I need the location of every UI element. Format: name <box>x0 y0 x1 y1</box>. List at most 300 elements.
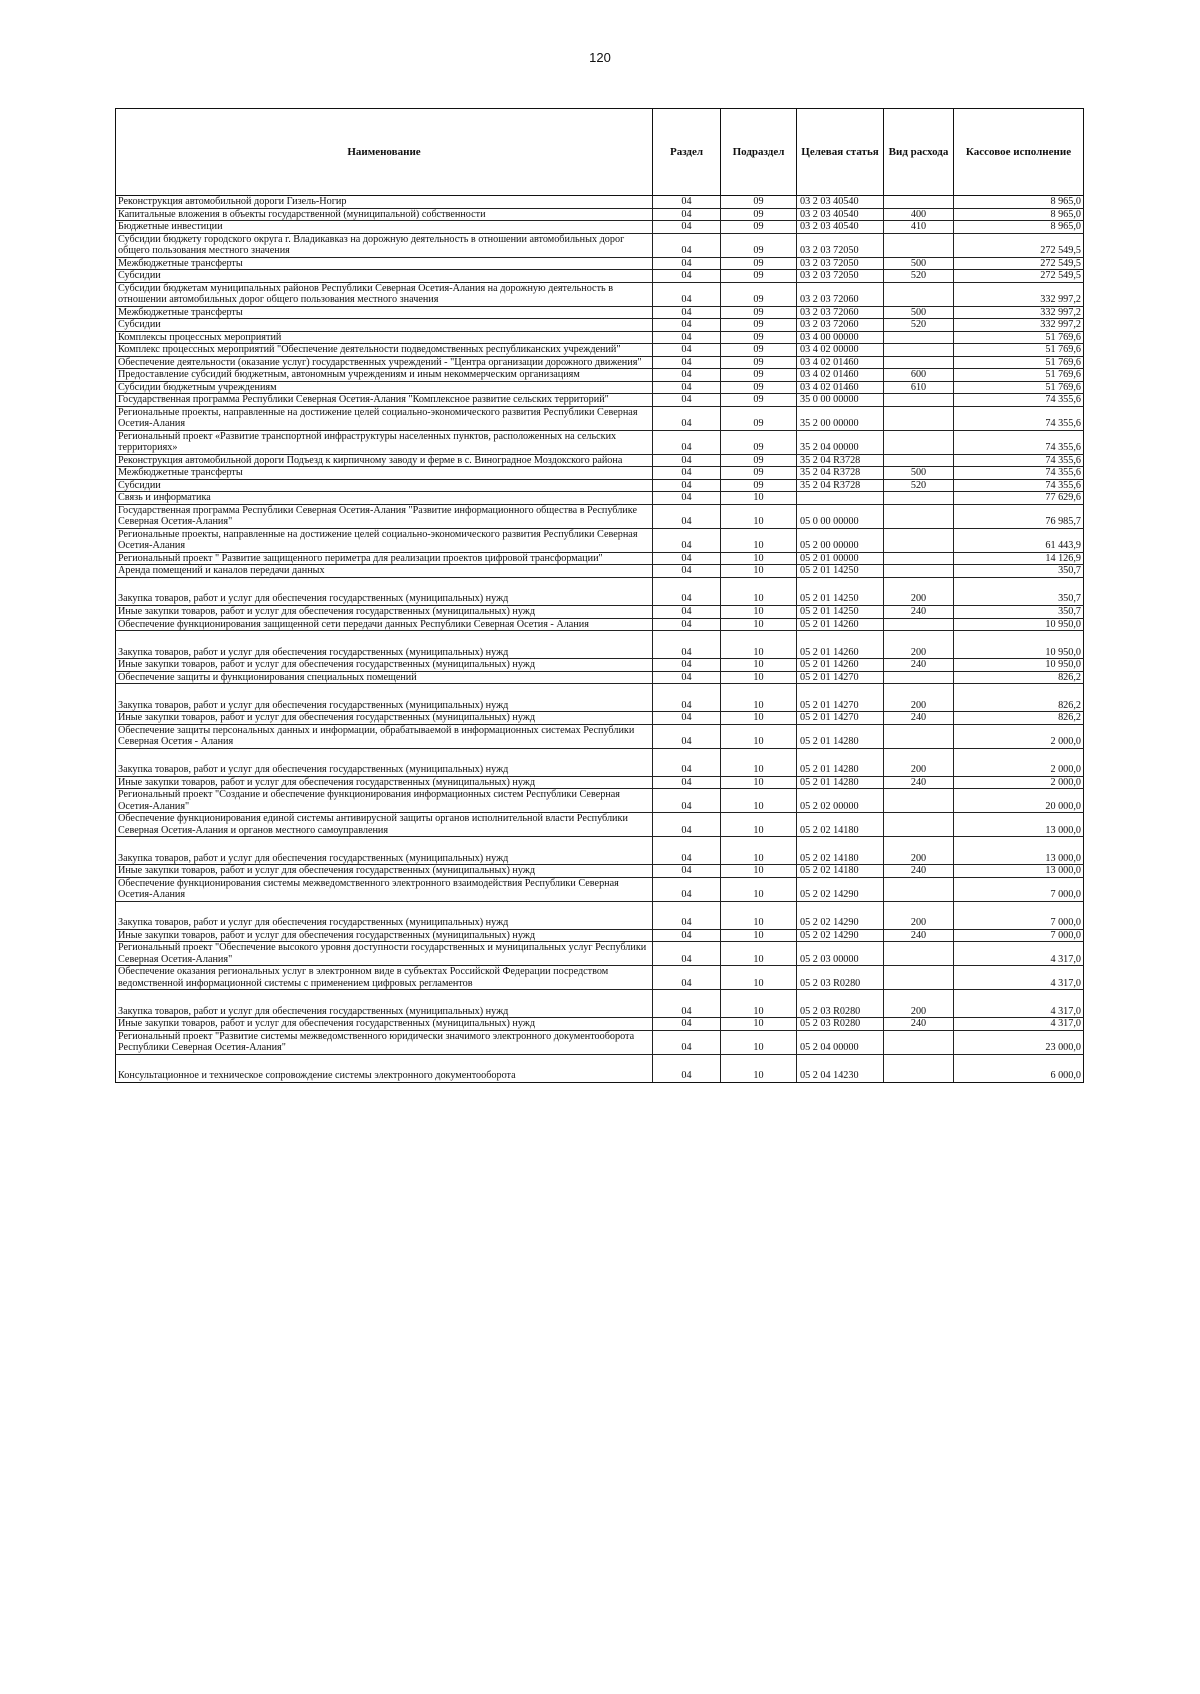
row-name: Региональный проект "Обеспечение высокого уровня доступности государственных и муниципальных услуг Республики Северная Осетия-Алания" <box>116 942 653 966</box>
row-section: 04 <box>653 406 721 430</box>
row-expense: 520 <box>884 479 954 492</box>
row-expense <box>884 430 954 454</box>
row-section: 04 <box>653 684 721 712</box>
row-target: 05 2 00 00000 <box>797 528 884 552</box>
row-name: Аренда помещений и каналов передачи данных <box>116 565 653 578</box>
table-row <box>116 712 1084 725</box>
row-expense <box>884 394 954 407</box>
row-section: 04 <box>653 577 721 605</box>
row-subsection: 09 <box>721 270 797 283</box>
row-section: 04 <box>653 877 721 901</box>
row-name: Комплексы процессных мероприятий <box>116 331 653 344</box>
row-subsection: 10 <box>721 1054 797 1082</box>
header-amount: Кассовое исполнение <box>954 109 1084 196</box>
row-expense: 240 <box>884 776 954 789</box>
row-name: Субсидии бюджету городского округа г. Владикавказ на дорожную деятельность в отношении автомобильных дорог общего пользования местного значения <box>116 233 653 257</box>
row-target: 03 4 00 00000 <box>797 331 884 344</box>
row-amount: 10 950,0 <box>954 659 1084 672</box>
row-subsection: 10 <box>721 618 797 631</box>
row-name: Государственная программа Республики Северная Осетия-Алания "Комплексное развитие сельских территорий" <box>116 394 653 407</box>
row-subsection: 09 <box>721 406 797 430</box>
row-name: Реконструкция автомобильной дороги Подъезд к кирпичному заводу и ферме в с. Виноградное Моздокского района <box>116 454 653 467</box>
row-expense: 500 <box>884 467 954 480</box>
row-expense <box>884 877 954 901</box>
table-row <box>116 394 1084 407</box>
row-amount: 7 000,0 <box>954 901 1084 929</box>
row-name: Закупка товаров, работ и услуг для обеспечения государственных (муниципальных) нужд <box>116 631 653 659</box>
row-target: 05 2 03 R0280 <box>797 990 884 1018</box>
row-target: 03 2 03 40540 <box>797 208 884 221</box>
row-name: Обеспечение защиты персональных данных и информации, обрабатываемой в информационных системах Республики Северная Осетия - Алания <box>116 724 653 748</box>
row-subsection: 09 <box>721 344 797 357</box>
row-subsection: 10 <box>721 528 797 552</box>
table-row <box>116 479 1084 492</box>
row-subsection: 10 <box>721 671 797 684</box>
row-section: 04 <box>653 331 721 344</box>
row-amount: 76 985,7 <box>954 504 1084 528</box>
row-name: Межбюджетные трансферты <box>116 306 653 319</box>
row-expense <box>884 406 954 430</box>
row-section: 04 <box>653 631 721 659</box>
row-target: 05 2 01 14260 <box>797 631 884 659</box>
row-section: 04 <box>653 369 721 382</box>
row-amount: 74 355,6 <box>954 406 1084 430</box>
row-name: Обеспечение оказания региональных услуг в электронном виде в субъектах Российской Федерации посредством ведомственной информационной системы с применением цифровых регламентов <box>116 966 653 990</box>
row-subsection: 10 <box>721 942 797 966</box>
row-amount: 8 965,0 <box>954 208 1084 221</box>
row-name: Закупка товаров, работ и услуг для обеспечения государственных (муниципальных) нужд <box>116 837 653 865</box>
table-row <box>116 1018 1084 1031</box>
row-subsection: 10 <box>721 552 797 565</box>
row-amount: 4 317,0 <box>954 1018 1084 1031</box>
table-row <box>116 724 1084 748</box>
row-subsection: 09 <box>721 394 797 407</box>
row-subsection: 09 <box>721 282 797 306</box>
row-amount: 51 769,6 <box>954 381 1084 394</box>
table-row <box>116 196 1084 209</box>
row-subsection: 09 <box>721 306 797 319</box>
row-section: 04 <box>653 319 721 332</box>
table-row <box>116 467 1084 480</box>
row-subsection: 09 <box>721 257 797 270</box>
row-name: Закупка товаров, работ и услуг для обеспечения государственных (муниципальных) нужд <box>116 684 653 712</box>
row-subsection: 10 <box>721 776 797 789</box>
row-expense <box>884 282 954 306</box>
row-target: 03 2 03 72050 <box>797 270 884 283</box>
row-target: 05 0 00 00000 <box>797 504 884 528</box>
row-amount: 2 000,0 <box>954 776 1084 789</box>
header-row <box>116 109 1084 196</box>
row-target: 05 2 02 14290 <box>797 877 884 901</box>
row-amount: 74 355,6 <box>954 394 1084 407</box>
row-expense: 410 <box>884 221 954 234</box>
row-subsection: 10 <box>721 504 797 528</box>
row-subsection: 09 <box>721 369 797 382</box>
table-row <box>116 257 1084 270</box>
row-name: Реконструкция автомобильной дороги Гизель-Ногир <box>116 196 653 209</box>
row-expense <box>884 813 954 837</box>
table-row <box>116 282 1084 306</box>
row-target: 35 2 04 00000 <box>797 430 884 454</box>
table-row <box>116 270 1084 283</box>
row-section: 04 <box>653 1018 721 1031</box>
row-amount: 13 000,0 <box>954 837 1084 865</box>
table-row <box>116 369 1084 382</box>
row-name: Межбюджетные трансферты <box>116 257 653 270</box>
row-target: 03 2 03 72050 <box>797 257 884 270</box>
row-section: 04 <box>653 813 721 837</box>
row-amount: 13 000,0 <box>954 865 1084 878</box>
table-row <box>116 618 1084 631</box>
table-row <box>116 837 1084 865</box>
row-name: Региональный проект «Развитие транспортной инфраструктуры населенных пунктов, расположенных на сельских территориях» <box>116 430 653 454</box>
table-row <box>116 684 1084 712</box>
table-row <box>116 789 1084 813</box>
row-name: Иные закупки товаров, работ и услуг для обеспечения государственных (муниципальных) нужд <box>116 929 653 942</box>
row-subsection: 10 <box>721 865 797 878</box>
row-subsection: 10 <box>721 724 797 748</box>
row-target: 05 2 02 14180 <box>797 813 884 837</box>
row-amount: 61 443,9 <box>954 528 1084 552</box>
header-section: Раздел <box>653 109 721 196</box>
row-expense: 200 <box>884 837 954 865</box>
row-section: 04 <box>653 901 721 929</box>
row-amount: 350,7 <box>954 565 1084 578</box>
row-expense: 240 <box>884 929 954 942</box>
row-target: 35 2 00 00000 <box>797 406 884 430</box>
row-name: Региональный проект "Развитие системы межведомственного юридически значимого электронного документооборота Республики Северная Осетия-Алания" <box>116 1030 653 1054</box>
row-amount: 7 000,0 <box>954 877 1084 901</box>
row-expense <box>884 618 954 631</box>
row-target: 05 2 04 14230 <box>797 1054 884 1082</box>
row-expense: 500 <box>884 257 954 270</box>
table-row <box>116 430 1084 454</box>
row-expense: 400 <box>884 208 954 221</box>
row-amount: 7 000,0 <box>954 929 1084 942</box>
table-row <box>116 552 1084 565</box>
table-row <box>116 929 1084 942</box>
row-section: 04 <box>653 430 721 454</box>
row-target: 05 2 01 14250 <box>797 577 884 605</box>
row-section: 04 <box>653 504 721 528</box>
row-amount: 51 769,6 <box>954 369 1084 382</box>
row-section: 04 <box>653 724 721 748</box>
table-row <box>116 406 1084 430</box>
row-section: 04 <box>653 221 721 234</box>
row-target: 03 4 02 01460 <box>797 381 884 394</box>
page-number: 120 <box>589 50 611 65</box>
row-amount: 4 317,0 <box>954 990 1084 1018</box>
row-subsection: 10 <box>721 789 797 813</box>
row-section: 04 <box>653 865 721 878</box>
row-subsection: 09 <box>721 381 797 394</box>
row-amount: 826,2 <box>954 671 1084 684</box>
row-name: Субсидии бюджетам муниципальных районов Республики Северная Осетия-Алания на дорожную деятельность в отношении автомобильных дорог общего пользования местного значения <box>116 282 653 306</box>
table-row <box>116 877 1084 901</box>
table-row <box>116 748 1084 776</box>
header-name: Наименование <box>116 109 653 196</box>
row-section: 04 <box>653 479 721 492</box>
row-expense <box>884 196 954 209</box>
row-section: 04 <box>653 929 721 942</box>
row-expense: 240 <box>884 1018 954 1031</box>
row-expense: 200 <box>884 901 954 929</box>
row-name: Межбюджетные трансферты <box>116 467 653 480</box>
row-name: Субсидии <box>116 479 653 492</box>
row-target: 05 2 01 14280 <box>797 748 884 776</box>
table-row <box>116 671 1084 684</box>
row-amount: 4 317,0 <box>954 966 1084 990</box>
row-target: 05 2 01 14260 <box>797 659 884 672</box>
row-amount: 332 997,2 <box>954 306 1084 319</box>
row-name: Капитальные вложения в объекты государственной (муниципальной) собственности <box>116 208 653 221</box>
row-amount: 4 317,0 <box>954 942 1084 966</box>
table-row <box>116 1054 1084 1082</box>
row-target: 05 2 01 14270 <box>797 684 884 712</box>
row-subsection: 10 <box>721 929 797 942</box>
row-subsection: 09 <box>721 454 797 467</box>
row-amount: 74 355,6 <box>954 479 1084 492</box>
budget-table-container <box>115 108 1083 1083</box>
row-amount: 51 769,6 <box>954 356 1084 369</box>
row-name: Обеспечение функционирования защищенной сети передачи данных Республики Северная Осетия - Алания <box>116 618 653 631</box>
row-subsection: 10 <box>721 492 797 505</box>
row-subsection: 09 <box>721 430 797 454</box>
row-subsection: 09 <box>721 479 797 492</box>
row-amount: 2 000,0 <box>954 748 1084 776</box>
row-section: 04 <box>653 528 721 552</box>
row-amount: 20 000,0 <box>954 789 1084 813</box>
row-amount: 51 769,6 <box>954 344 1084 357</box>
row-name: Предоставление субсидий бюджетным, автономным учреждениям и иным некоммерческим организациям <box>116 369 653 382</box>
row-amount: 272 549,5 <box>954 233 1084 257</box>
row-expense <box>884 942 954 966</box>
row-section: 04 <box>653 712 721 725</box>
row-expense: 200 <box>884 748 954 776</box>
row-target: 05 2 01 14260 <box>797 618 884 631</box>
row-expense: 520 <box>884 270 954 283</box>
budget-table <box>115 108 1084 1083</box>
table-row <box>116 901 1084 929</box>
row-section: 04 <box>653 208 721 221</box>
row-subsection: 10 <box>721 659 797 672</box>
row-amount: 826,2 <box>954 712 1084 725</box>
row-amount: 74 355,6 <box>954 454 1084 467</box>
table-row <box>116 631 1084 659</box>
row-section: 04 <box>653 565 721 578</box>
row-target: 05 2 02 14180 <box>797 865 884 878</box>
row-amount: 272 549,5 <box>954 257 1084 270</box>
table-row <box>116 776 1084 789</box>
table-row <box>116 233 1084 257</box>
table-row <box>116 504 1084 528</box>
row-expense <box>884 565 954 578</box>
row-name: Субсидии бюджетным учреждениям <box>116 381 653 394</box>
row-expense: 200 <box>884 990 954 1018</box>
row-section: 04 <box>653 381 721 394</box>
row-name: Региональный проект " Развитие защищенного периметра для реализации проектов цифровой трансформации" <box>116 552 653 565</box>
row-subsection: 10 <box>721 605 797 618</box>
row-section: 04 <box>653 748 721 776</box>
row-target: 03 2 03 72060 <box>797 319 884 332</box>
row-name: Закупка товаров, работ и услуг для обеспечения государственных (муниципальных) нужд <box>116 577 653 605</box>
row-name: Закупка товаров, работ и услуг для обеспечения государственных (муниципальных) нужд <box>116 901 653 929</box>
table-row <box>116 528 1084 552</box>
row-name: Субсидии <box>116 319 653 332</box>
row-name: Иные закупки товаров, работ и услуг для обеспечения государственных (муниципальных) нужд <box>116 605 653 618</box>
table-row <box>116 1030 1084 1054</box>
row-expense <box>884 504 954 528</box>
row-expense: 200 <box>884 631 954 659</box>
row-subsection: 10 <box>721 712 797 725</box>
row-expense <box>884 724 954 748</box>
row-target: 03 2 03 40540 <box>797 196 884 209</box>
row-section: 04 <box>653 356 721 369</box>
row-amount: 6 000,0 <box>954 1054 1084 1082</box>
row-section: 04 <box>653 454 721 467</box>
row-expense: 240 <box>884 605 954 618</box>
row-amount: 8 965,0 <box>954 196 1084 209</box>
row-name: Региональные проекты, направленные на достижение целей социально-экономического развития Республики Северная Осетия-Алания <box>116 406 653 430</box>
row-subsection: 10 <box>721 901 797 929</box>
row-name: Консультационное и техническое сопровождение системы электронного документооборота <box>116 1054 653 1082</box>
row-subsection: 10 <box>721 1030 797 1054</box>
row-subsection: 10 <box>721 1018 797 1031</box>
row-subsection: 09 <box>721 208 797 221</box>
row-name: Иные закупки товаров, работ и услуг для обеспечения государственных (муниципальных) нужд <box>116 865 653 878</box>
table-row <box>116 356 1084 369</box>
row-subsection: 10 <box>721 877 797 901</box>
row-expense: 610 <box>884 381 954 394</box>
row-subsection: 10 <box>721 684 797 712</box>
row-target: 05 2 04 00000 <box>797 1030 884 1054</box>
row-name: Закупка товаров, работ и услуг для обеспечения государственных (муниципальных) нужд <box>116 748 653 776</box>
row-expense <box>884 233 954 257</box>
row-section: 04 <box>653 394 721 407</box>
row-section: 04 <box>653 942 721 966</box>
row-target: 03 4 02 01460 <box>797 369 884 382</box>
row-amount: 332 997,2 <box>954 319 1084 332</box>
table-row <box>116 813 1084 837</box>
row-section: 04 <box>653 1030 721 1054</box>
table-row <box>116 865 1084 878</box>
row-amount: 74 355,6 <box>954 467 1084 480</box>
row-target: 05 2 01 14280 <box>797 776 884 789</box>
row-subsection: 10 <box>721 565 797 578</box>
row-section: 04 <box>653 990 721 1018</box>
row-name: Обеспечение деятельности (оказание услуг) государственных учреждений - "Центра организации дорожного движения" <box>116 356 653 369</box>
row-subsection: 10 <box>721 837 797 865</box>
row-target: 05 2 01 14270 <box>797 712 884 725</box>
row-expense <box>884 331 954 344</box>
table-row <box>116 221 1084 234</box>
row-target: 03 4 02 01460 <box>797 356 884 369</box>
row-subsection: 09 <box>721 319 797 332</box>
table-row <box>116 381 1084 394</box>
row-target: 35 2 04 R3728 <box>797 479 884 492</box>
row-section: 04 <box>653 618 721 631</box>
table-row <box>116 454 1084 467</box>
row-name: Иные закупки товаров, работ и услуг для обеспечения государственных (муниципальных) нужд <box>116 776 653 789</box>
row-amount: 350,7 <box>954 577 1084 605</box>
row-target <box>797 492 884 505</box>
row-expense: 240 <box>884 865 954 878</box>
row-expense: 500 <box>884 306 954 319</box>
row-target: 05 2 02 14180 <box>797 837 884 865</box>
row-expense: 200 <box>884 684 954 712</box>
row-expense <box>884 1030 954 1054</box>
row-section: 04 <box>653 966 721 990</box>
row-target: 03 4 02 00000 <box>797 344 884 357</box>
row-section: 04 <box>653 837 721 865</box>
table-row <box>116 565 1084 578</box>
table-header <box>116 109 1084 196</box>
row-target: 03 2 03 72060 <box>797 306 884 319</box>
row-target: 05 2 01 00000 <box>797 552 884 565</box>
row-section: 04 <box>653 552 721 565</box>
row-amount: 10 950,0 <box>954 618 1084 631</box>
row-subsection: 09 <box>721 233 797 257</box>
row-target: 05 2 03 R0280 <box>797 1018 884 1031</box>
table-row <box>116 331 1084 344</box>
row-subsection: 09 <box>721 467 797 480</box>
row-section: 04 <box>653 605 721 618</box>
row-section: 04 <box>653 257 721 270</box>
row-name: Иные закупки товаров, работ и услуг для обеспечения государственных (муниципальных) нужд <box>116 659 653 672</box>
row-subsection: 10 <box>721 577 797 605</box>
row-target: 05 2 02 14290 <box>797 929 884 942</box>
row-section: 04 <box>653 306 721 319</box>
row-target: 05 2 02 14290 <box>797 901 884 929</box>
row-name: Региональные проекты, направленные на достижение целей социально-экономического развития Республики Северная Осетия-Алания <box>116 528 653 552</box>
row-target: 35 2 04 R3728 <box>797 467 884 480</box>
row-subsection: 09 <box>721 356 797 369</box>
row-subsection: 09 <box>721 331 797 344</box>
header-expense: Вид расхода <box>884 109 954 196</box>
row-name: Бюджетные инвестиции <box>116 221 653 234</box>
row-name: Связь и информатика <box>116 492 653 505</box>
row-amount: 350,7 <box>954 605 1084 618</box>
row-name: Обеспечение функционирования единой системы антивирусной защиты органов исполнительной власти Республики Северная Осетия-Алания и органов местного самоуправления <box>116 813 653 837</box>
row-amount: 14 126,9 <box>954 552 1084 565</box>
row-expense <box>884 552 954 565</box>
row-target: 03 2 03 72060 <box>797 282 884 306</box>
row-target: 35 2 04 R3728 <box>797 454 884 467</box>
row-target: 03 2 03 40540 <box>797 221 884 234</box>
row-name: Иные закупки товаров, работ и услуг для обеспечения государственных (муниципальных) нужд <box>116 712 653 725</box>
row-section: 04 <box>653 659 721 672</box>
row-name: Региональный проект "Создание и обеспечение функционирования информационных систем Республики Северная Осетия-Алания" <box>116 789 653 813</box>
row-expense <box>884 1054 954 1082</box>
row-section: 04 <box>653 492 721 505</box>
header-subsection: Подраздел <box>721 109 797 196</box>
row-section: 04 <box>653 467 721 480</box>
table-row <box>116 942 1084 966</box>
row-name: Обеспечение функционирования системы межведомственного электронного взаимодействия Республики Северная Осетия-Алания <box>116 877 653 901</box>
row-name: Обеспечение защиты и функционирования специальных помещений <box>116 671 653 684</box>
table-row <box>116 990 1084 1018</box>
row-target: 05 2 03 R0280 <box>797 966 884 990</box>
table-row <box>116 306 1084 319</box>
row-section: 04 <box>653 344 721 357</box>
row-expense <box>884 356 954 369</box>
row-expense <box>884 528 954 552</box>
row-expense: 240 <box>884 659 954 672</box>
row-target: 05 2 01 14280 <box>797 724 884 748</box>
row-subsection: 10 <box>721 748 797 776</box>
row-target: 05 2 03 00000 <box>797 942 884 966</box>
row-expense: 600 <box>884 369 954 382</box>
